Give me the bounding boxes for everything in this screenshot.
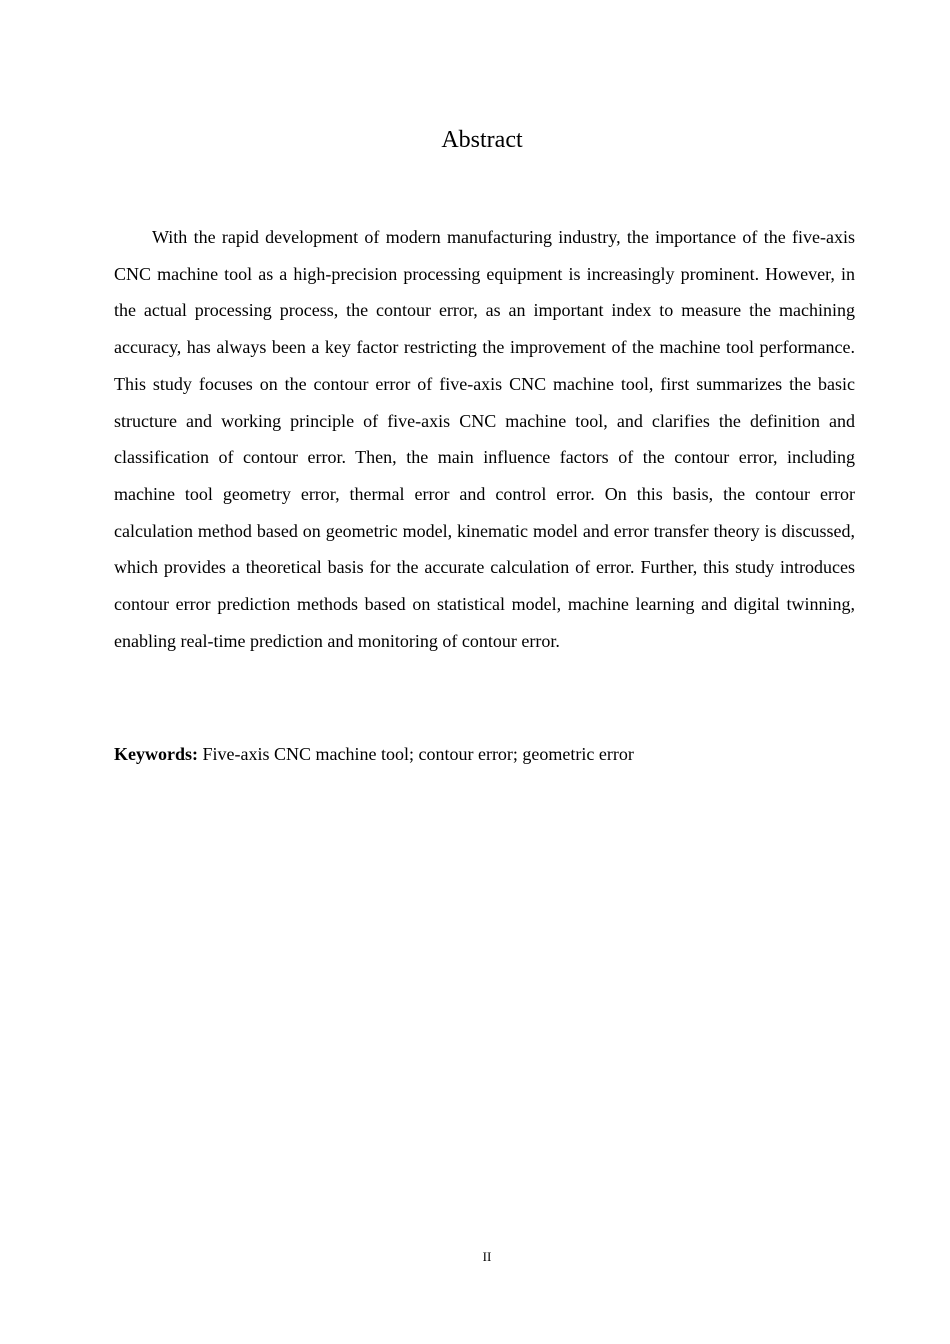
keywords-text: Five-axis CNC machine tool; contour error; geometric error xyxy=(198,744,634,764)
keywords-line xyxy=(114,739,855,769)
keywords-label: Keywords: xyxy=(114,744,198,764)
page-number: II xyxy=(482,1249,492,1264)
abstract-title: Abstract xyxy=(441,127,523,153)
abstract-body: With the rapid development of modern manufacturing industry, the importance of the five-axis CNC machine tool as a high-precision processing equipment is increasingly prominent. However, in the actual processing process, the contour error, as an important index to measure the machining accuracy, has always been a key factor restricting the improvement of the machine tool performance. This study focuses on the contour error of five-axis CNC machine tool, first summarizes the basic structure and working principle of five-axis CNC machine tool, and clarifies the definition and classification of contour error. Then, the main influence factors of the contour error, including machine tool geometry error, thermal error and control error. On this basis, the contour error calculation method based on geometric model, kinematic model and error transfer theory is discussed, which provides a theoretical basis for the accurate calculation of error. Further, this study introduces contour error prediction methods based on statistical model, machine learning and digital twinning, enabling real-time prediction and monitoring of contour error. xyxy=(114,227,855,651)
